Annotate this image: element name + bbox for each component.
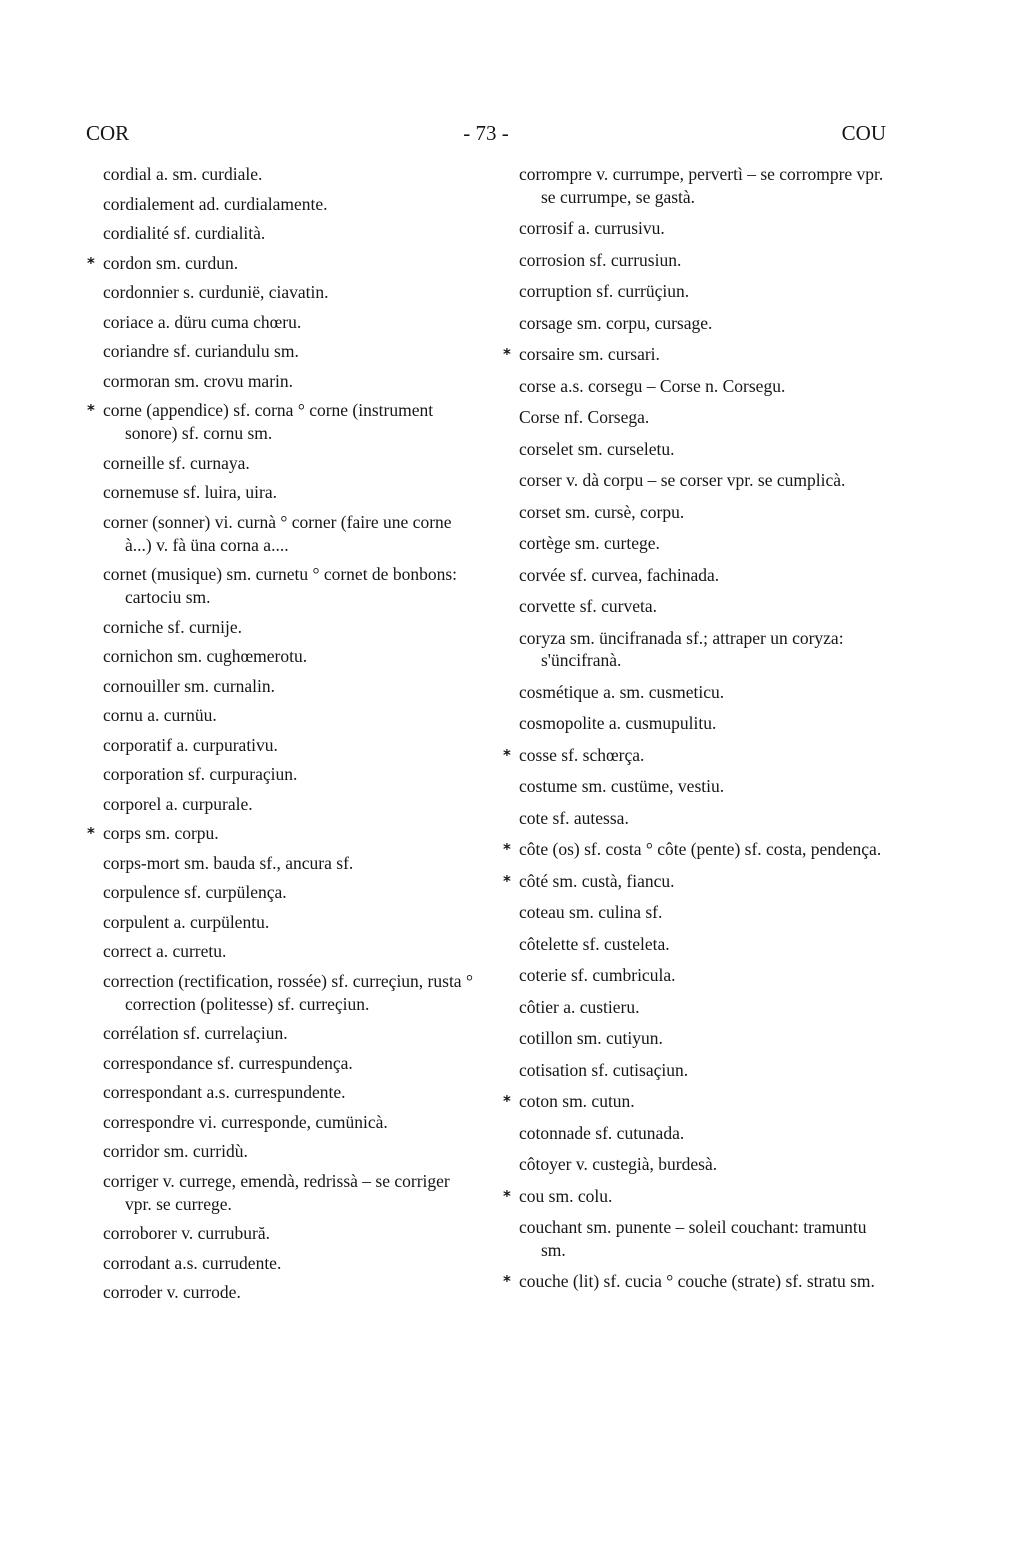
entry-text: coton sm. cutun. [519, 1091, 635, 1111]
dictionary-entry [103, 763, 475, 786]
dictionary-entry [103, 311, 475, 334]
entry-text: cornet (musique) sm. curnetu ° cornet de bonbons: cartociu sm. [103, 564, 457, 607]
entry-text: cornouiller sm. curnalin. [103, 675, 276, 696]
entry-text: coterie sf. cumbricula. [519, 965, 676, 985]
dictionary-entry [103, 1022, 475, 1045]
entry-text: couchant sm. punente – soleil couchant: tramuntu sm. [519, 1217, 867, 1260]
dictionary-entry [519, 996, 891, 1019]
entry-text: cordialement ad. curdialamente. [103, 193, 328, 214]
dictionary-entry [519, 406, 891, 429]
dictionary-entry [519, 375, 891, 398]
entry-text: cornichon sm. cughœmerotu. [103, 646, 308, 666]
entry-text: corniche sf. curnije. [103, 616, 242, 637]
entry-text: corpulent a. curpülentu. [103, 911, 270, 932]
dictionary-entry [103, 734, 475, 757]
asterisk-marker-icon: * [503, 1092, 511, 1110]
entry-text: côté sm. custà, fiancu. [519, 870, 675, 891]
dictionary-entry [519, 469, 891, 492]
left-column [87, 163, 475, 1311]
dictionary-entry [103, 1222, 475, 1245]
entry-text: corroder v. currode. [103, 1282, 241, 1302]
asterisk-marker-icon: * [87, 401, 95, 419]
asterisk-marker-icon: * [87, 253, 95, 272]
entry-text: cortège sm. curtege. [519, 533, 660, 553]
dictionary-entry [519, 1122, 891, 1145]
asterisk-marker-icon: * [503, 345, 511, 363]
dictionary-entry [519, 564, 891, 587]
entry-text: corrompre v. currumpe, pervertì – se corrompre vpr. se currumpe, se gastà. [519, 164, 884, 207]
entry-text: correspondre vi. curresponde, cumünicà. [103, 1111, 388, 1132]
dictionary-entry [519, 280, 891, 303]
entry-text: cotonnade sf. cutunada. [519, 1122, 685, 1143]
dictionary-entry [503, 870, 891, 893]
dictionary-entry [103, 1111, 475, 1134]
dictionary-entry [519, 532, 891, 555]
asterisk-marker-icon: * [503, 871, 511, 890]
dictionary-entry [103, 881, 475, 904]
dictionary-entry [103, 340, 475, 363]
entry-text: corrélation sf. currelaçiun. [103, 1023, 288, 1043]
entry-text: corruption sf. currüçiun. [519, 281, 690, 301]
dictionary-entry [103, 911, 475, 934]
entry-text: corriger v. currege, emendà, redrissà – se corriger vpr. se currege. [103, 1170, 450, 1214]
entry-text: cosmopolite a. cusmupulitu. [519, 713, 717, 733]
entry-text: corrosif a. currusivu. [519, 218, 665, 238]
entry-text: corrodant a.s. currudente. [103, 1252, 282, 1273]
entry-text: cordon sm. curdun. [103, 252, 239, 273]
entry-text: corne (appendice) sf. corna ° corne (instrument sonore) sf. cornu sm. [103, 400, 434, 443]
entry-text: corps-mort sm. bauda sf., ancura sf. [103, 852, 354, 873]
dictionary-entry [519, 1059, 891, 1082]
entry-text: corneille sf. curnaya. [103, 452, 250, 473]
page-number: - 73 - [463, 121, 509, 145]
dictionary-entry [103, 940, 475, 963]
dictionary-entry [103, 1081, 475, 1104]
entry-text: côtoyer v. custegià, burdesà. [519, 1154, 718, 1174]
entry-text: corser v. dà corpu – se corser vpr. se cumplicà. [519, 470, 846, 490]
dictionary-entry [103, 563, 475, 609]
dictionary-entry [519, 933, 891, 956]
entry-text: cosse sf. schœrça. [519, 744, 645, 765]
dictionary-entry [103, 452, 475, 475]
entry-text: corsage sm. corpu, cursage. [519, 312, 713, 333]
entry-text: cote sf. autessa. [519, 807, 629, 828]
header-right-guideword: COU [841, 121, 886, 145]
dictionary-entry [519, 1153, 891, 1176]
entry-text: couche (lit) sf. cucia ° couche (strate) sf. stratu sm. [519, 1271, 875, 1291]
dictionary-entry [103, 481, 475, 504]
entry-text: corporel a. curpurale. [103, 793, 253, 814]
entry-text: côtier a. custieru. [519, 996, 640, 1017]
dictionary-entry [103, 511, 475, 557]
dictionary-entry [503, 1090, 891, 1113]
entry-text: cordialité sf. curdialità. [103, 223, 266, 243]
dictionary-entry [103, 616, 475, 639]
asterisk-marker-icon: * [503, 1186, 511, 1205]
dictionary-entry [503, 1185, 891, 1208]
entry-text: corroborer v. currubură. [103, 1223, 270, 1243]
entry-text: cormoran sm. crovu marin. [103, 370, 294, 391]
entry-text: correct a. curretu. [103, 941, 227, 961]
entry-text: coriace a. düru cuma chœru. [103, 311, 302, 332]
entry-text: Corse nf. Corsega. [519, 407, 650, 427]
dictionary-entry [103, 1140, 475, 1163]
dictionary-entry [103, 1252, 475, 1275]
entry-text: cotisation sf. cutisaçiun. [519, 1059, 689, 1080]
entry-text: correspondant a.s. currespundente. [103, 1082, 346, 1102]
dictionary-entry [519, 217, 891, 240]
asterisk-marker-icon: * [503, 1272, 511, 1290]
dictionary-entry [519, 163, 891, 208]
dictionary-entry [519, 775, 891, 798]
dictionary-entry [503, 838, 891, 861]
dictionary-entry [519, 627, 891, 672]
entry-text: cou sm. colu. [519, 1185, 613, 1206]
right-column [503, 163, 891, 1302]
dictionary-entry [103, 645, 475, 668]
entry-text: corselet sm. curseletu. [519, 438, 675, 459]
dictionary-entry [103, 704, 475, 727]
dictionary-entry [519, 312, 891, 335]
dictionary-entry [103, 793, 475, 816]
entry-text: costume sm. custüme, vestiu. [519, 776, 725, 796]
dictionary-entry [87, 822, 475, 845]
entry-text: correspondance sf. currespundença. [103, 1052, 353, 1073]
dictionary-entry [519, 681, 891, 704]
asterisk-marker-icon: * [87, 824, 95, 842]
entry-text: cornu a. curnüu. [103, 705, 217, 725]
dictionary-entry [87, 399, 475, 445]
dictionary-entry [103, 675, 475, 698]
entry-text: cotillon sm. cutiyun. [519, 1028, 663, 1048]
dictionary-entry [503, 1270, 891, 1293]
entry-text: corporatif a. curpurativu. [103, 734, 278, 755]
entry-text: corset sm. cursè, corpu. [519, 501, 685, 522]
page-header [86, 118, 886, 148]
entry-text: corsaire sm. cursari. [519, 344, 660, 364]
dictionary-entry [103, 1170, 475, 1216]
dictionary-entry [103, 163, 475, 186]
dictionary-entry [519, 1027, 891, 1050]
entry-text: coriandre sf. curiandulu sm. [103, 341, 299, 361]
entry-text: corner (sonner) vi. curnà ° corner (faire une corne à...) v. fà üna corna a.... [103, 511, 452, 555]
dictionary-entry [103, 852, 475, 875]
dictionary-entry [103, 1052, 475, 1075]
dictionary-entry [103, 222, 475, 245]
dictionary-entry [519, 807, 891, 830]
entry-text: correction (rectification, rossée) sf. curreçiun, rusta ° correction (politesse) sf. curreçiun. [103, 970, 473, 1014]
entry-text: corps sm. corpu. [103, 823, 219, 843]
entry-text: corvée sf. curvea, fachinada. [519, 564, 720, 585]
dictionary-entry [503, 744, 891, 767]
dictionary-entry [87, 252, 475, 275]
dictionary-entry [519, 964, 891, 987]
entry-text: coteau sm. culina sf. [519, 902, 663, 922]
dictionary-entry [103, 1281, 475, 1304]
entry-text: corrosion sf. currusiun. [519, 249, 682, 270]
header-left-guideword: COR [86, 121, 130, 145]
asterisk-marker-icon: * [503, 840, 511, 858]
entry-text: cordial a. sm. curdiale. [103, 164, 263, 184]
dictionary-entry [503, 343, 891, 366]
entry-text: corridor sm. curridù. [103, 1141, 248, 1161]
dictionary-entry [103, 193, 475, 216]
entry-text: cordonnier s. curdunië, ciavatin. [103, 282, 329, 302]
asterisk-marker-icon: * [503, 745, 511, 764]
dictionary-entry [103, 970, 475, 1016]
entry-text: côtelette sf. custeleta. [519, 933, 670, 954]
entry-text: cornemuse sf. luira, uira. [103, 482, 277, 502]
entry-text: corse a.s. corsegu – Corse n. Corsegu. [519, 375, 786, 396]
dictionary-entry [519, 501, 891, 524]
entry-text: corporation sf. curpuraçiun. [103, 764, 298, 784]
entry-text: coryza sm. üncifranada sf.; attraper un coryza: s'üncifranà. [519, 627, 844, 670]
dictionary-entry [519, 438, 891, 461]
entry-text: côte (os) sf. costa ° côte (pente) sf. costa, pendença. [519, 839, 882, 859]
entry-text: corvette sf. curveta. [519, 596, 657, 616]
dictionary-entry [103, 281, 475, 304]
dictionary-entry [519, 249, 891, 272]
entry-text: cosmétique a. sm. cusmeticu. [519, 681, 725, 702]
dictionary-entry [519, 712, 891, 735]
dictionary-entry [519, 595, 891, 618]
dictionary-entry [103, 370, 475, 393]
entry-text: corpulence sf. curpülença. [103, 882, 287, 902]
dictionary-entry [519, 1216, 891, 1261]
dictionary-entry [519, 901, 891, 924]
